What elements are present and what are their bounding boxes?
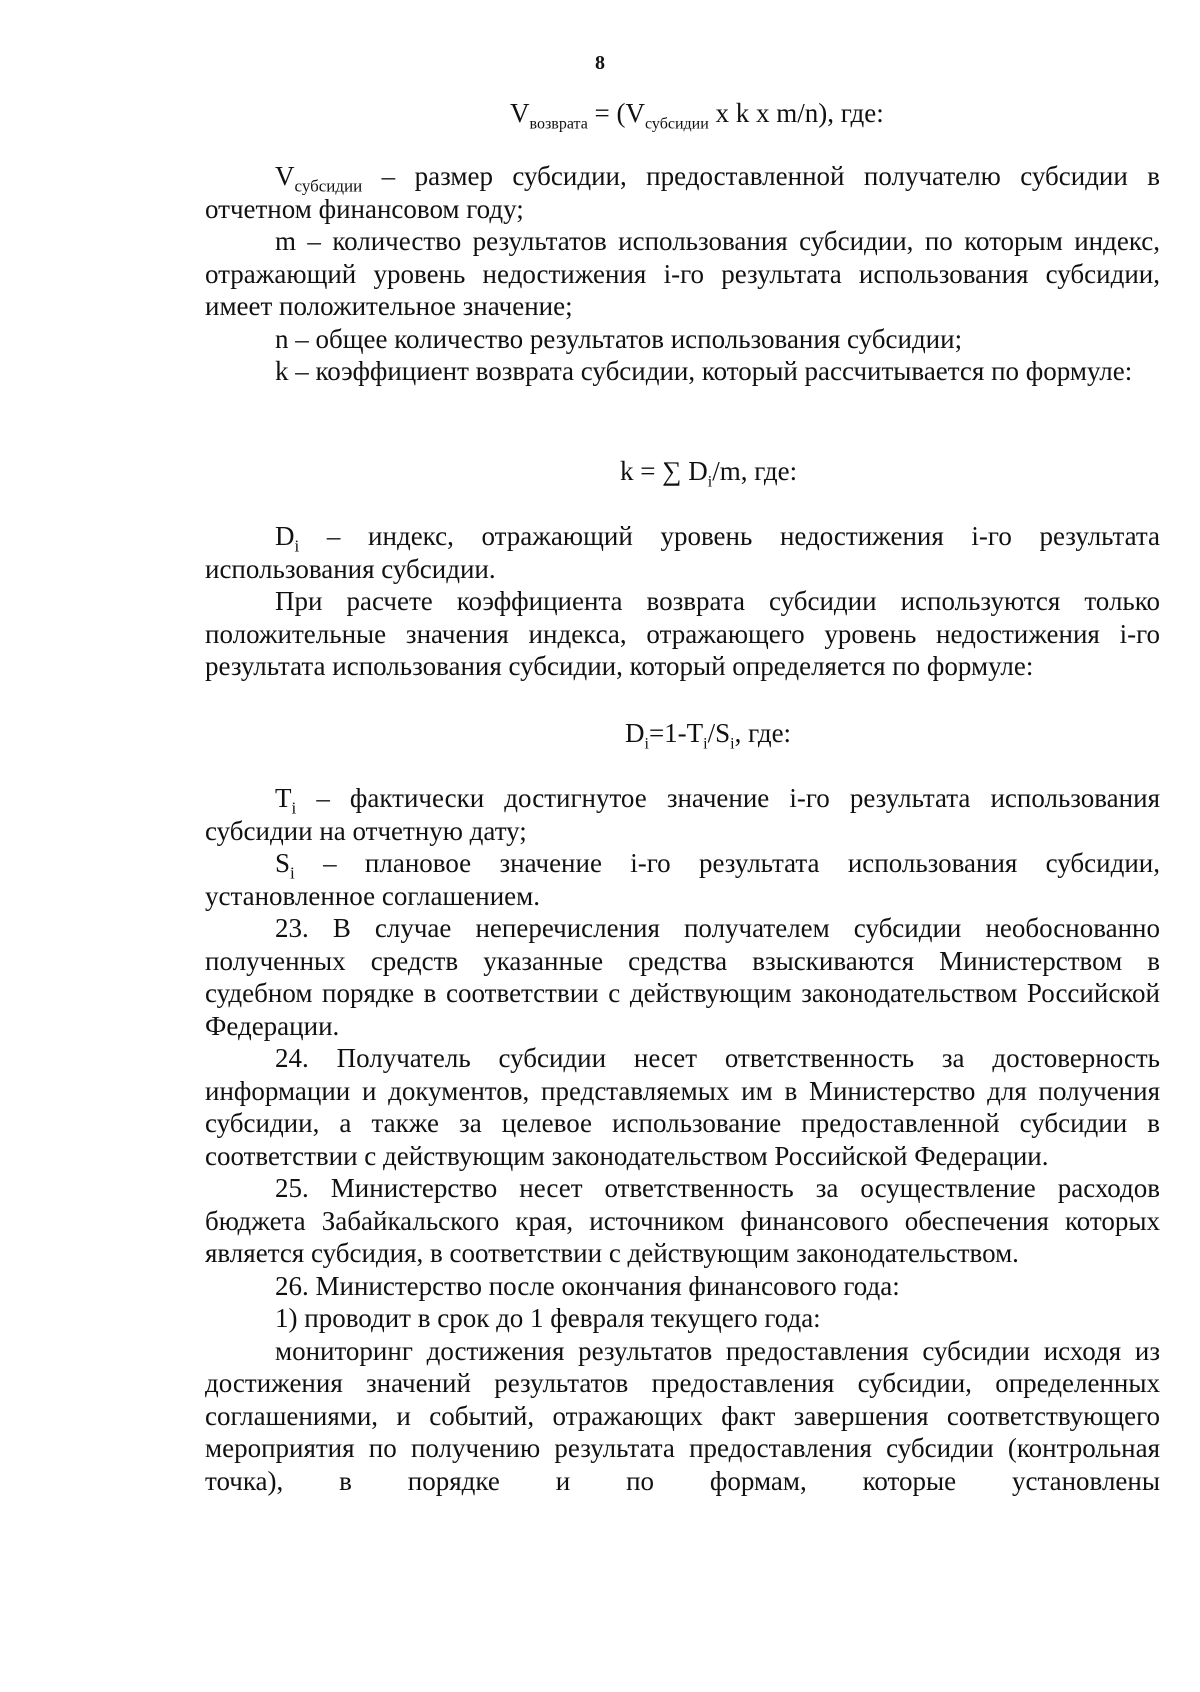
paragraph-24: 24. Получатель субсидии несет ответственность за достоверность информации и документов, представляемых им в Министерство для получения субсидии, а также за целевое использование предоставленной субсидии в соответствии с действующим законодательством Российской Федерации. <box>205 1043 1160 1171</box>
formula-v-vozvrata: $V_{возврата} = (V_{субсидии}$ x k x m/n), где: <box>510 98 884 133</box>
definitions-block-2 <box>205 520 1160 683</box>
paragraph-26: 26. Министерство после окончания финансового года: <box>275 1270 900 1301</box>
paragraph-26-1: 1) проводит в срок до 1 февраля текущего года: <box>275 1303 821 1333</box>
paragraph-monitoring: мониторинг достижения результатов предоставления субсидии исходя из достижения значений результатов предоставления субсидии, определенных соглашениями, и событий, отражающих факт завершения соответствующего мероприятия по получению результата предоставления субсидии (контрольная точка), в порядке и по формам, которые установлены <box>205 1335 1160 1496</box>
paragraph-calculation: При расчете коэффициента возврата субсидии используются только положительные значения индекса, отражающего уровень недостижения i-го результата использования субсидии, который определяется по формуле: <box>205 586 1160 681</box>
formula-k: k = ∑ $D_i/m$, где: <box>620 456 798 491</box>
definitions-block-1 <box>205 160 1160 388</box>
definition-k: k – коэффициент возврата субсидии, который рассчитывается по формуле: <box>275 356 1133 386</box>
definition-v-subsidii: $V_{субсидии}$ – размер субсидии, предоставленной получателю субсидии в отчетном финансовом году; <box>205 161 1160 224</box>
definition-ti: $T_i$ – фактически достигнутое значение i-го результата использования субсидии на отчетную дату; <box>205 783 1160 846</box>
paragraph-25: 25. Министерство несет ответственность за осуществление расходов бюджета Забайкальского края, источником финансового обеспечения которых является субсидия, в соответствии с действующим законодательством. <box>205 1173 1160 1268</box>
definition-si: $S_i$ – плановое значение i-го результата использования субсидии, установленное соглашением. <box>205 848 1160 911</box>
definition-di: $D_i$ – индекс, отражающий уровень недостижения i-го результата использования субсидии. <box>205 521 1160 584</box>
formula-di: $D_i=1-T_i/S_i$, где: <box>625 718 792 753</box>
definition-n: n – общее количество результатов использования субсидии; <box>275 323 963 354</box>
definitions-block-3 <box>205 782 1160 1497</box>
page-number: 8 <box>595 52 605 74</box>
paragraph-23: 23. В случае неперечисления получателем субсидии необоснованно полученных средств указанные средства взыскиваются Министерством в судебном порядке в соответствии с действующим законодательством Российской Федерации. <box>205 913 1160 1041</box>
definition-m: m – количество результатов использования субсидии, по которым индекс, отражающий уровень недостижения i-го результата использования субсидии, имеет положительное значение; <box>205 226 1160 321</box>
